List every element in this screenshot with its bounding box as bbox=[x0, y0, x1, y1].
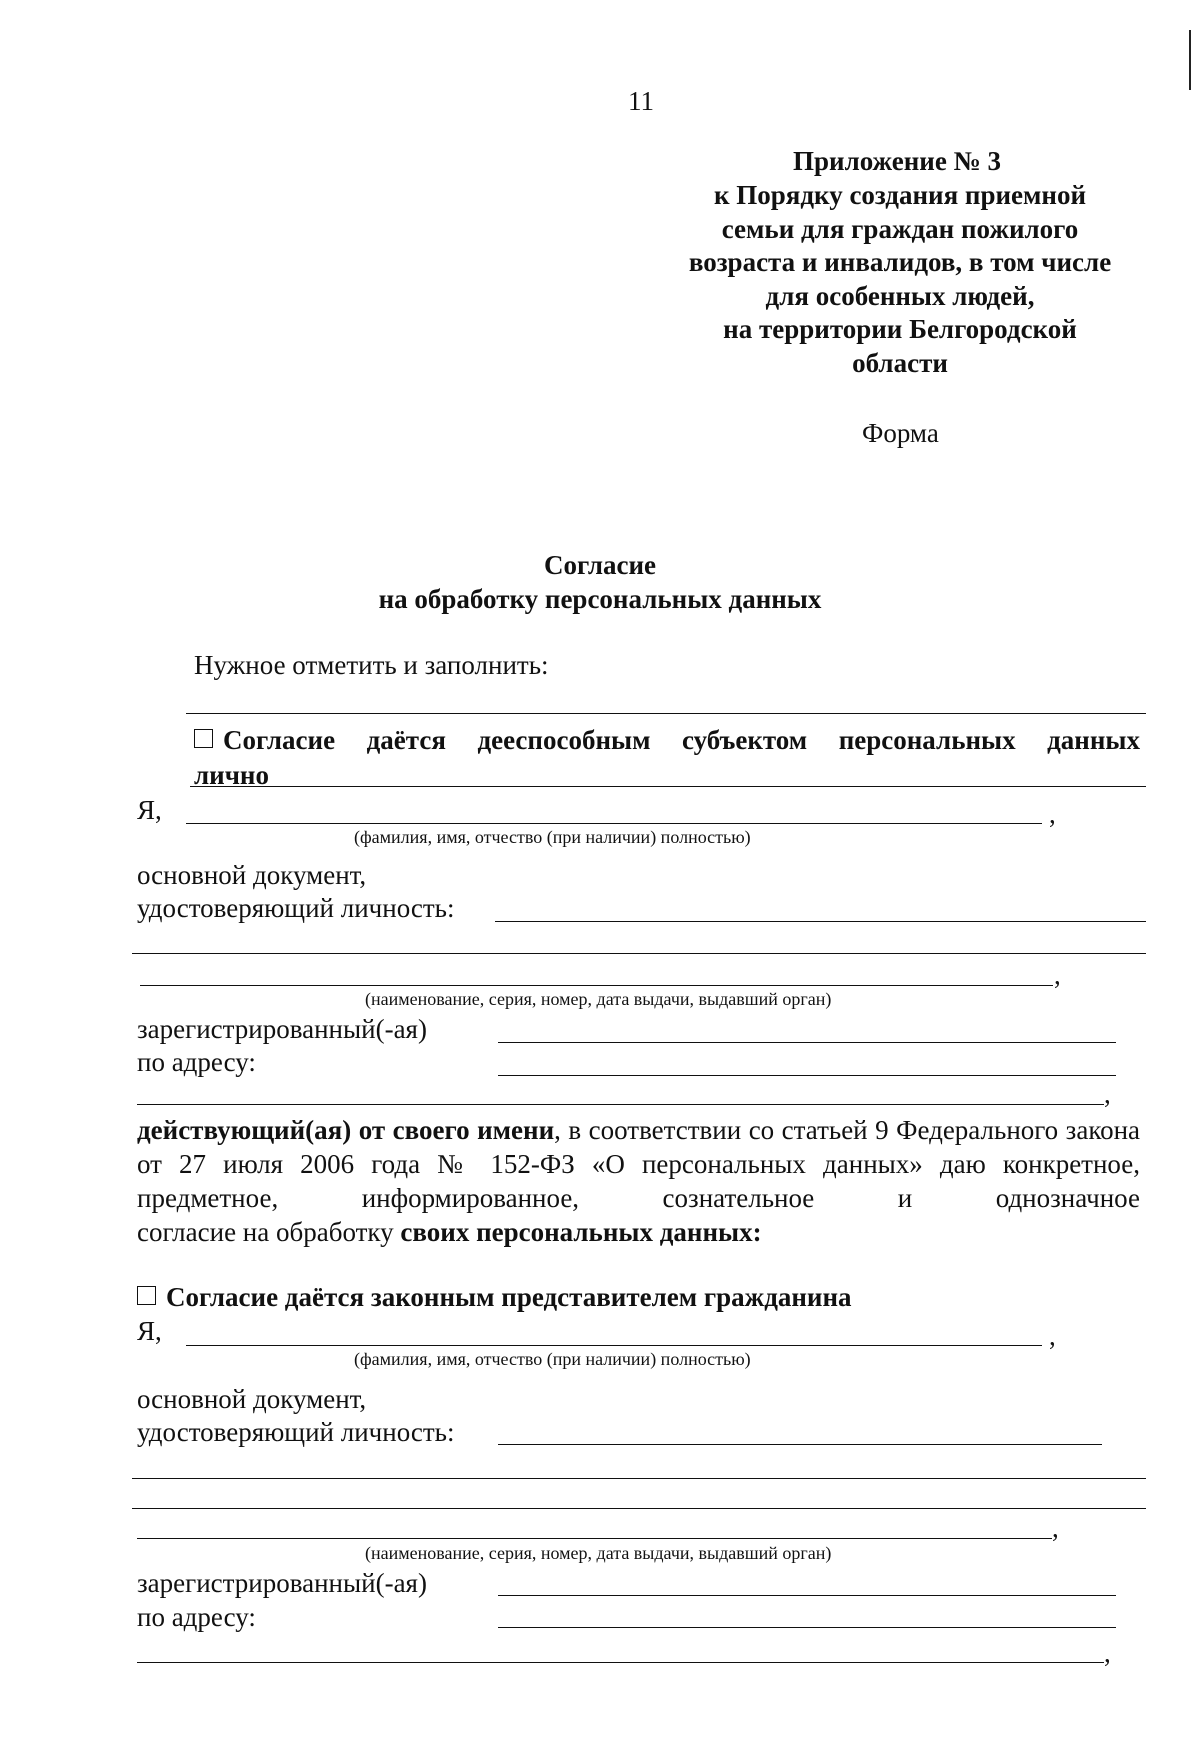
form-label: Форма bbox=[862, 418, 939, 448]
section1-heading-text: Согласие даётся дееспособным субъектом персональных данных bbox=[223, 725, 1140, 755]
section2-fio-caption: (фамилия, имя, отчество (при наличии) полностью) bbox=[354, 1349, 751, 1369]
section1-fio-caption: (фамилия, имя, отчество (при наличии) полностью) bbox=[354, 827, 751, 847]
section1-doc-caption: (наименование, серия, номер, дата выдачи, выдавший орган) bbox=[365, 989, 832, 1009]
instruction-text: Нужное отметить и заполнить: bbox=[194, 650, 549, 680]
section1-ya-label: Я, bbox=[137, 795, 162, 825]
section1-doc-field-3[interactable] bbox=[140, 985, 1053, 986]
appendix-line: возраста и инвалидов, в том числе bbox=[688, 247, 1112, 277]
scan-edge-mark bbox=[1189, 30, 1191, 90]
section1-consent-bold: своих персональных данных: bbox=[400, 1217, 762, 1247]
section2-doc-field[interactable] bbox=[498, 1444, 1102, 1445]
section2-doc-label-2: удостоверяющий личность: bbox=[137, 1417, 455, 1447]
appendix-line: к Порядку создания приемной bbox=[713, 180, 1087, 210]
heading-underline bbox=[190, 786, 1146, 787]
section2-reg-label-2: по адресу: bbox=[137, 1602, 256, 1632]
section2-doc-field-3[interactable] bbox=[132, 1508, 1146, 1509]
appendix-line: на территории Белгородской bbox=[723, 314, 1077, 344]
section1-address-field-2[interactable] bbox=[137, 1104, 1104, 1105]
section1-fio-comma: , bbox=[1049, 799, 1056, 829]
section2-fio-comma: , bbox=[1049, 1321, 1056, 1351]
section2-reg-field[interactable] bbox=[498, 1595, 1116, 1596]
section1-doc-field[interactable] bbox=[495, 921, 1146, 922]
section2-ya-label: Я, bbox=[137, 1316, 162, 1346]
section1-reg-label-2: по адресу: bbox=[137, 1047, 256, 1077]
section2-doc-caption: (наименование, серия, номер, дата выдачи, выдавший орган) bbox=[365, 1543, 832, 1563]
section2-checkbox[interactable] bbox=[137, 1286, 156, 1305]
appendix-line: области bbox=[852, 348, 948, 378]
section2-doc-comma: , bbox=[1052, 1513, 1059, 1543]
section2-address-comma: , bbox=[1104, 1638, 1111, 1668]
section2-fio-field[interactable] bbox=[186, 1345, 1042, 1346]
separator-line bbox=[186, 713, 1146, 714]
section2-address-field[interactable] bbox=[498, 1627, 1116, 1628]
section2-heading-text: Согласие даётся законным представителем гражданина bbox=[166, 1282, 852, 1312]
section1-address-field[interactable] bbox=[498, 1075, 1116, 1076]
section1-address-comma: , bbox=[1104, 1079, 1111, 1109]
section2-doc-field-2[interactable] bbox=[132, 1478, 1146, 1479]
section1-consent-text: согласие на обработку bbox=[137, 1217, 401, 1247]
section2-address-field-2[interactable] bbox=[137, 1662, 1104, 1663]
document-subtitle: на обработку персональных данных bbox=[378, 584, 822, 614]
section1-consent-paragraph bbox=[137, 1113, 1140, 1249]
appendix-line: Приложение № 3 bbox=[793, 146, 1001, 176]
section1-acting-bold: действующий(ая) от своего имени bbox=[137, 1115, 555, 1145]
section1-fio-field[interactable] bbox=[186, 823, 1042, 824]
section1-heading bbox=[194, 727, 1140, 754]
section2-heading bbox=[137, 1284, 852, 1311]
section1-reg-field[interactable] bbox=[498, 1042, 1116, 1043]
section2-doc-field-4[interactable] bbox=[137, 1538, 1052, 1539]
section1-consent-line bbox=[137, 1215, 1140, 1249]
section1-acting-text: , в соответствии со статьей 9 Федерального закона от 27 июля 2006 года № 152-ФЗ «О персональных данных» даю конкретное, предметное, информированное, сознательное и однозначное bbox=[137, 1115, 1140, 1213]
section2-reg-label-1: зарегистрированный(-ая) bbox=[137, 1568, 427, 1598]
appendix-line: семьи для граждан пожилого bbox=[721, 214, 1079, 244]
document-title: Согласие bbox=[543, 550, 657, 580]
section1-checkbox[interactable] bbox=[194, 729, 213, 748]
section2-doc-label-1: основной документ, bbox=[137, 1384, 367, 1414]
section1-doc-label-2: удостоверяющий личность: bbox=[137, 893, 455, 923]
section1-doc-field-2[interactable] bbox=[132, 953, 1146, 954]
section1-reg-label-1: зарегистрированный(-ая) bbox=[137, 1014, 427, 1044]
section1-heading-continuation: лично bbox=[194, 760, 269, 790]
section1-doc-comma: , bbox=[1054, 960, 1061, 990]
appendix-line: для особенных людей, bbox=[765, 281, 1035, 311]
section1-doc-label-1: основной документ, bbox=[137, 860, 367, 890]
page-number: 11 bbox=[628, 86, 654, 116]
